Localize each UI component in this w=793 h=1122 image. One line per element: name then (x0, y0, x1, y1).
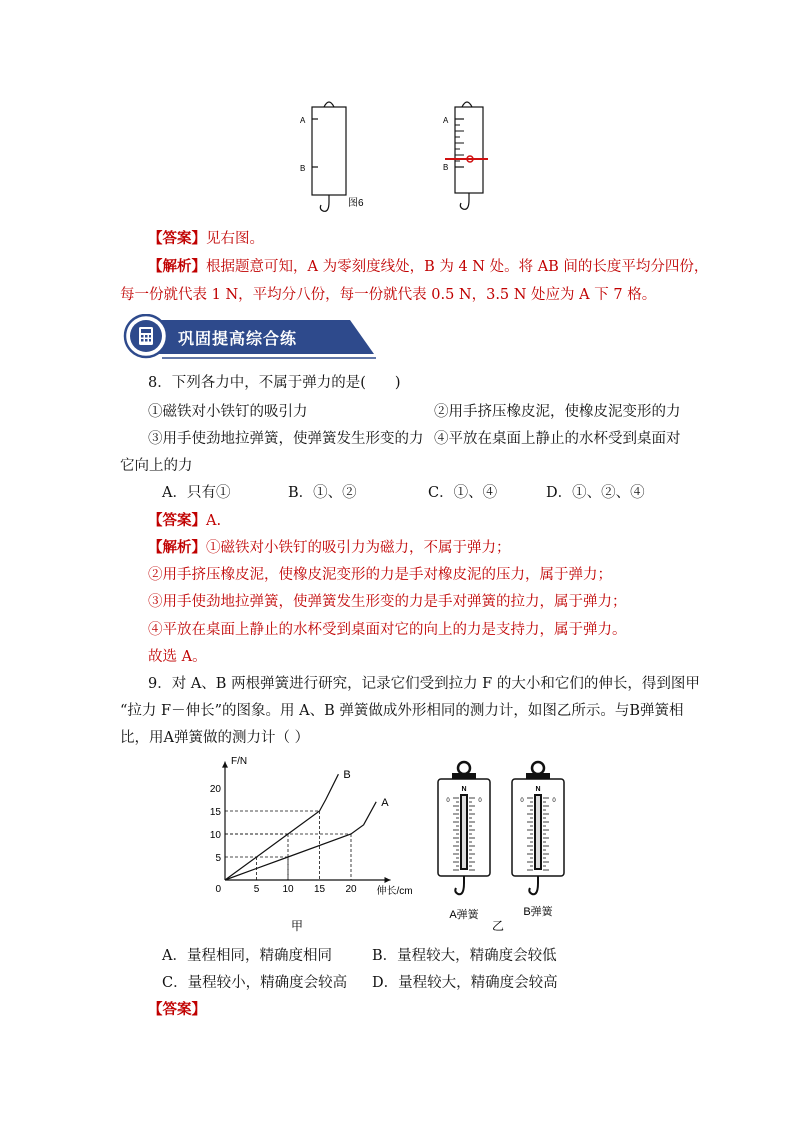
series-line-A (225, 802, 376, 880)
left-hook-icon (320, 202, 329, 211)
q8-stem: 8．下列各力中，不属于弹力的是( ) (148, 375, 401, 391)
series-label-B: B (343, 769, 351, 782)
spring-scale-b (512, 762, 564, 894)
q8-choice-b[interactable]: B．①、② (288, 485, 357, 501)
scale-b-zero-left: 0 (520, 798, 524, 804)
q8-option-2: ②用手挤压橡皮泥，使橡皮泥变形的力 (434, 404, 681, 420)
y-tick-label-10: 10 (209, 830, 221, 841)
origin-label: 0 (215, 884, 221, 895)
spring-scale-a (438, 762, 490, 894)
q9-choice-d[interactable]: D．量程较大，精确度会较高 (372, 975, 558, 991)
scale-a-hook-icon (455, 883, 464, 894)
series-line-B (225, 774, 338, 880)
fig6-label-a-right: A (443, 116, 449, 125)
scale-b-hook-icon (529, 883, 538, 894)
analysis-8-line5: 故选 A。 (148, 649, 207, 665)
q8-option-3: ③用手使劲地拉弹簧，使弹簧发生形变的力 (148, 431, 424, 447)
figure-yi (428, 758, 578, 938)
q9-stem-1: 9．对 A、B 两根弹簧进行研究，记录它们受到拉力 F 的大小和它们的伸长，得到图甲 (148, 676, 700, 692)
section-banner (122, 314, 377, 360)
right-hook-icon (460, 200, 469, 209)
q8-option-4-cont: 它向上的力 (120, 458, 193, 474)
scale-b-zero-right: 0 (552, 798, 556, 804)
label-b-spring: B弹簧 (523, 906, 553, 918)
caption-yi: 乙 (491, 919, 505, 933)
x-axis-arrow-icon (385, 877, 391, 883)
left-scale-ring (324, 102, 334, 107)
scale-a-zero-right: 0 (478, 798, 482, 804)
q8-option-4: ④平放在桌面上静止的水杯受到桌面对 (434, 431, 681, 447)
graph-caption: 甲 (290, 919, 304, 933)
answer-9: 【答案】 (148, 1001, 206, 1018)
series-label-A: A (381, 796, 389, 809)
q9-stem-2: “拉力 F－伸长”的图象。用 A、B 弹簧做成外形相同的测力计，如图乙所示。与B弹簧相 (120, 703, 684, 719)
q9-stem-3: 比，用A弹簧做的测力计（ ） (120, 730, 310, 746)
q8-choice-c[interactable]: C．①、④ (428, 485, 498, 501)
fig6-caption: 图6 (348, 198, 364, 209)
q9-choice-c[interactable]: C．量程较小，精确度会较高 (162, 975, 348, 991)
q8-choice-d[interactable]: D．①、②、④ (546, 485, 645, 501)
scale-b-letter: N (535, 786, 541, 793)
scale-a-zero-left: 0 (446, 798, 450, 804)
analysis-8-line2: ②用手挤压橡皮泥，使橡皮泥变形的力是手对橡皮泥的压力，属于弹力； (148, 567, 612, 583)
analysis-7-line1: 【解析】根据题意可知，A 为零刻度线处，B 为 4 N 处。将 AB 间的长度平均分四份， (148, 258, 709, 275)
q8-option-1: ①磁铁对小铁钉的吸引力 (148, 404, 308, 420)
left-scale-body (312, 107, 346, 195)
fig6-label-b-right: B (443, 163, 449, 172)
calculator-icon (139, 327, 153, 345)
graph-jia (200, 752, 420, 937)
q9-choice-b[interactable]: B．量程较大，精确度会较低 (372, 948, 557, 964)
y-tick-label-5: 5 (215, 853, 221, 864)
right-scale-body (455, 107, 483, 193)
analysis-8-line3: ③用手使劲地拉弹簧，使弹簧发生形变的力是手对弹簧的拉力，属于弹力； (148, 594, 627, 610)
y-axis-label: F/N (231, 756, 248, 767)
section-title: 巩固提高综合练 (178, 329, 298, 348)
fig6-label-a-left: A (300, 116, 306, 125)
y-tick-label-20: 20 (209, 784, 221, 795)
x-tick-label-20: 20 (345, 884, 357, 895)
analysis-8-line1: 【解析】①磁铁对小铁钉的吸引力为磁力，不属于弹力； (148, 539, 511, 556)
scale-a-letter: N (461, 786, 467, 793)
x-tick-label-10: 10 (282, 884, 294, 895)
y-axis-arrow-icon (222, 762, 228, 768)
analysis-8-line4: ④平放在桌面上静止的水杯受到桌面对它的向上的力是支持力，属于弹力。 (148, 622, 627, 638)
right-scale-ring (462, 102, 472, 107)
figure-6 (290, 95, 500, 220)
answer-8: 【答案】A. (148, 512, 222, 529)
fig6-label-b-left: B (300, 164, 306, 173)
q8-choice-a[interactable]: A．只有① (162, 485, 231, 501)
analysis-7-line2: 每一份就代表 1 N，平均分八份，每一份就代表 0.5 N，3.5 N 处应为 A 下 7 格。 (120, 287, 657, 303)
answer-7: 【答案】见右图。 (148, 230, 264, 247)
x-axis-label: 伸长/cm (376, 886, 413, 897)
q9-choice-a[interactable]: A．量程相同，精确度相同 (162, 948, 332, 964)
x-tick-label-5: 5 (253, 884, 260, 895)
label-a-spring: A弹簧 (449, 909, 479, 921)
x-tick-label-15: 15 (313, 884, 326, 895)
y-tick-label-15: 15 (209, 807, 221, 818)
